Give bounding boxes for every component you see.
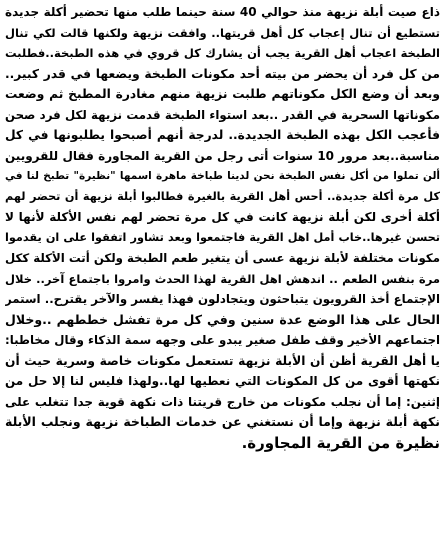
text-line: اجتماعهم الأخير وقف طفل صغير يبدو على وجهه سمة الذكاء وقال مخاطبا:: [5, 333, 440, 347]
text-line: أكلة أخرى لكن أبلة نزيهة كانت في كل مرة تحضر لهم نفس الأكلة لأنها لا: [5, 210, 440, 224]
text-line: كل مرة أكلة جديدة.. أحس أهل القرية بالغيرة فطالبوا أبلة نزيهة أن تحضر لهم: [5, 189, 440, 203]
text-line: الطبخة اعجاب أهل القرية يجب أن يشارك كل قروي في هذه الطبخة..فطلبت: [5, 46, 440, 60]
text-line-last: نظيرة من القرية المجاورة.: [241, 433, 440, 452]
text-line: نكهة أبلة نزيهة وإما أن نستغني عن خدمات الطباخة نزيهة ونجلب الأبلة: [5, 414, 440, 429]
text-line: إثنين: إما أن نجلب مكونات من خارج قريتنا ذات نكهة قوية جدا تتغلب على: [5, 394, 440, 409]
text-line: نكهتها أقوى من كل المكونات التي نعطيها لها..ولهذا فليس لنا إلا حل من: [5, 374, 440, 388]
text-line: مكوناتها السحرية في القدر ..بعد استواء الطبخة قدمت نزيهة لكل فرد صحن: [5, 107, 440, 122]
text-line: مناسبة..بعد مرور 10 سنوات أتى رجل من القرية المجاورة فقال للقرويين: [5, 148, 440, 163]
text-line: من كل فرد أن يحضر من بيته أحد مكونات الطبخة ويضعها في قدر كبير..: [5, 66, 440, 81]
text-line: مكونات مختلفة لأبلة نزيهة عسى أن يتغير طعم الطبخة ولكن أتت الأكلة ككل: [5, 251, 440, 265]
text-line: وبعد أن وضع الكل مكوناتهم طلبت نزيهة منهم مغادرة المطبخ ثم وضعت: [5, 87, 440, 101]
text-line: الإجتماع أخذ القرويون يتباحثون ويتجادلون فهذا يفسر والآخر يقترح.. استمر: [5, 292, 440, 306]
text-line: تحسن غيرها..خاب أمل اهل القرية فاجتمعوا وبعد تشاور اتفقوا على ان يقدموا: [5, 230, 440, 244]
text-line: يا أهل القرية أظن أن الأبلة نزيهة تستعمل مكونات خاصة وسرية حيث أن: [5, 353, 440, 368]
text-line: ألن تملوا من أكل نفس الطبخة نحن لدينا طباخة ماهرة اسمها "نظيرة" تطبخ لنا في: [5, 170, 440, 182]
text-line: فأعجب الكل بهذه الطبخة الجديدة.. لدرجة أنهم أصبحوا يطلبونها في كل: [5, 128, 440, 142]
text-line: ذاع صيت أبلة نزيهة منذ حوالي 40 سنة حينما طلب منها تحضير أكلة جديدة: [5, 5, 440, 19]
text-line: مرة بنفس الطعم .. اندهش اهل القرية لهذا الحدث وامروا باجتماع آخر.. خلال: [5, 271, 440, 286]
text-line: الحال على هذا الوضع عدة سنين وفي كل مرة تفشل خططهم ..وخلال: [5, 311, 440, 327]
text-line: تستطيع أن تنال إعجاب كل أهل قريتها.. وافقت نزيهة ولكنها قالت لكي تنال: [5, 25, 440, 40]
